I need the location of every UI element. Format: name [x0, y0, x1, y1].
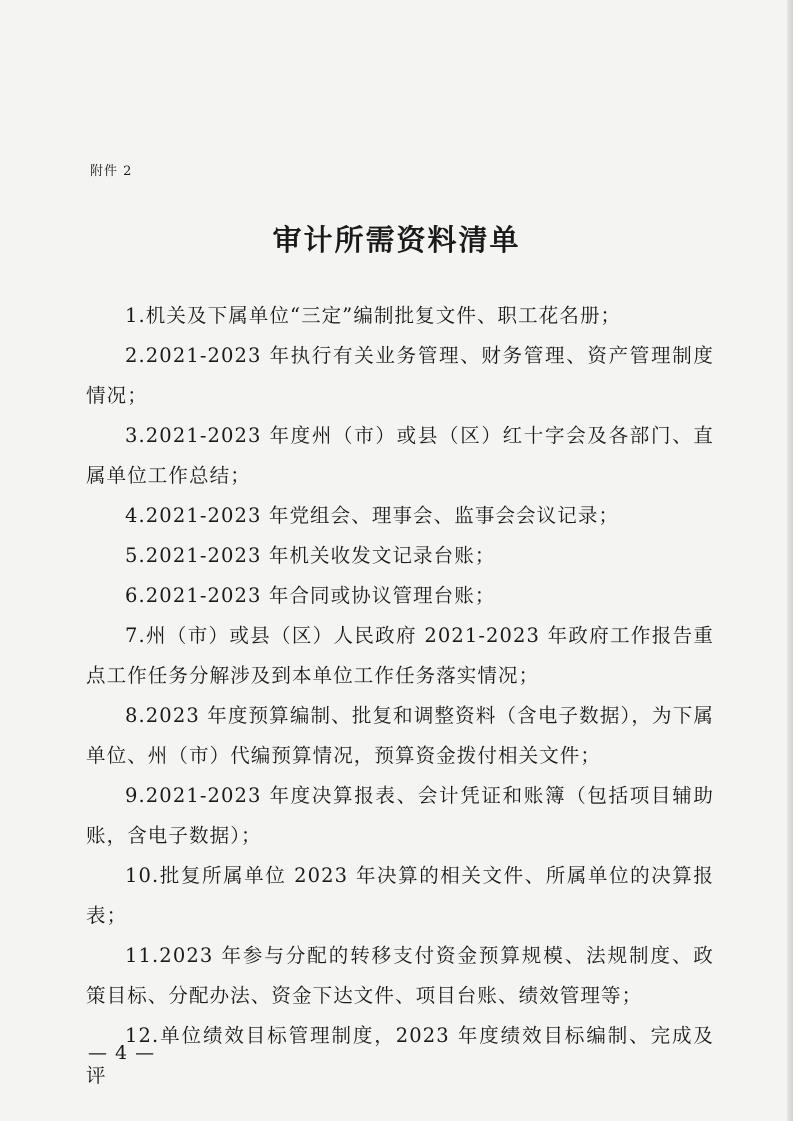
list-item: 3.2021-2023 年度州（市）或县（区）红十字会及各部门、直属单位工作总结；: [86, 424, 714, 487]
page-edge: [787, 0, 793, 1121]
list-item: 6.2021-2023 年合同或协议管理台账；: [125, 584, 496, 607]
list-item: 12.单位绩效目标管理制度，2023 年度绩效目标编制、完成及评: [86, 1024, 714, 1087]
list-item: 9.2021-2023 年度决算报表、会计凭证和账簿（包括项目辅助账，含电子数据）；: [86, 784, 714, 847]
document-body: [86, 296, 714, 1096]
list-item: 2.2021-2023 年执行有关业务管理、财务管理、资产管理制度情况；: [86, 344, 714, 407]
document-title: 审计所需资料清单: [272, 223, 521, 257]
list-item: 7.州（市）或县（区）人民政府 2021-2023 年政府工作报告重点工作任务分解涉及到本单位工作任务落实情况；: [86, 624, 714, 687]
list-item: 10.批复所属单位 2023 年决算的相关文件、所属单位的决算报表；: [86, 864, 714, 927]
list-item: 1.机关及下属单位“三定”编制批复文件、职工花名册；: [125, 304, 622, 327]
list-item: 11.2023 年参与分配的转移支付资金预算规模、法规制度、政策目标、分配办法、资金下达文件、项目台账、绩效管理等；: [86, 944, 714, 1007]
page-number: — 4 —: [88, 1042, 156, 1064]
list-item: 4.2021-2023 年党组会、理事会、监事会会议记录；: [125, 504, 620, 527]
list-item: 8.2023 年度预算编制、批复和调整资料（含电子数据），为下属单位、州（市）代编预算情况，预算资金拨付相关文件；: [86, 704, 714, 767]
attachment-label: 附件 2: [90, 164, 133, 179]
list-item: 5.2021-2023 年机关收发文记录台账；: [125, 544, 496, 567]
